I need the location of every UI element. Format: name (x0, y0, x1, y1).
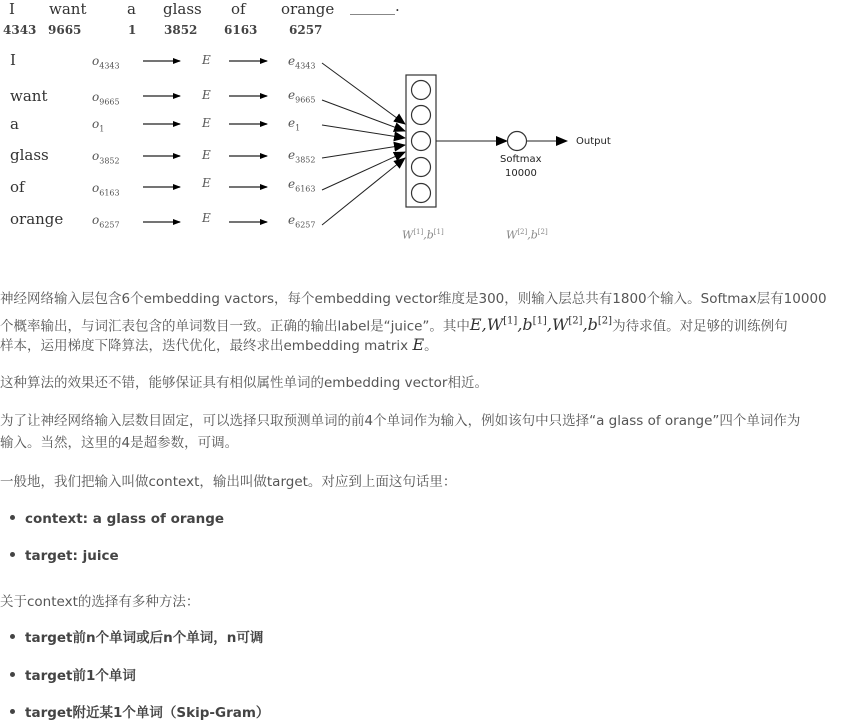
paragraph-network-description-line3: 样本，运用梯度下降算法，迭代优化，最终求出embedding matrix E。 (0, 335, 438, 354)
sentence-word: glass (163, 0, 202, 18)
onehot-vector: $o_1$ (92, 117, 105, 134)
parameters-formula: E,W[1],b[1],W[2],b[2] (469, 315, 613, 335)
sentence-word: I (9, 0, 15, 18)
onehot-vector: $o_{3852}$ (92, 149, 120, 166)
list-item-method: target附近某1个单词（Skip-Gram） (10, 702, 269, 724)
sentence-word: want (49, 0, 87, 18)
softmax-label: Softmax (500, 154, 542, 165)
bullet-icon (10, 709, 15, 714)
bullet-icon (10, 672, 15, 677)
row-word: a (10, 115, 19, 133)
row-word: I (10, 51, 16, 69)
sentence-word: a (127, 0, 136, 18)
output-label: Output (576, 136, 611, 147)
embedding-vector: $e_{6163}$ (288, 177, 316, 194)
embedding-vector: $e_{4343}$ (288, 54, 316, 71)
bullet-icon (10, 552, 15, 557)
word-index: 6257 (289, 23, 323, 37)
word-index: 1 (128, 23, 137, 37)
embedding-vector: $e_1$ (288, 116, 301, 133)
embedding-matrix-label: E (202, 211, 211, 225)
sentence-word: of (231, 0, 246, 18)
list-item-method: target前n个单词或后n个单词，n可调 (10, 627, 263, 649)
onehot-vector: $o_{6163}$ (92, 181, 120, 198)
paragraph-fixed-input-line2: 输入。当然，这里的4是超参数，可调。 (0, 435, 239, 451)
onehot-vector: $o_{4343}$ (92, 54, 120, 71)
neural-language-model-diagram (0, 0, 640, 250)
list-item-method: target前1个单词 (10, 665, 136, 687)
diagram-arrows (0, 0, 640, 250)
word-index: 9665 (48, 23, 82, 37)
embedding-vector: $e_{9665}$ (288, 88, 316, 105)
onehot-vector: $o_{9665}$ (92, 90, 120, 107)
word-index: 4343 (3, 23, 37, 37)
row-word: want (10, 87, 48, 105)
list-item-target: target: juice (10, 545, 119, 567)
list-item-context: context: a glass of orange (10, 508, 224, 530)
paragraph-effect: 这种算法的效果还不错，能够保证具有相似属性单词的embedding vector相近。 (0, 375, 488, 391)
paragraph-network-description-line2: 个概率输出，与词汇表包含的单词数目一致。正确的输出label是“juice”。其中E,W[1],b[1],W[2],b[2]为待求值。对足够的训练例句 (0, 315, 788, 335)
onehot-vector: $o_{6257}$ (92, 213, 120, 230)
embedding-vector: $e_{3852}$ (288, 148, 316, 165)
paragraph-context-methods: 关于context的选择有多种方法： (0, 594, 200, 610)
softmax-layer-params: W[2],b[2] (506, 228, 548, 242)
softmax-size: 10000 (505, 168, 537, 179)
embedding-vector: $e_{6257}$ (288, 213, 316, 230)
word-index: 3852 (164, 23, 198, 37)
bullet-icon (10, 634, 15, 639)
paragraph-context-target: 一般地，我们把输入叫做context，输出叫做target。对应到上面这句话里： (0, 474, 457, 490)
embedding-matrix-label: E (202, 88, 211, 102)
paragraph-fixed-input: 为了让神经网络输入层数目固定，可以选择只取预测单词的前4个单词作为输入，例如该句中只选择“a glass of orange”四个单词作为 (0, 413, 801, 429)
paragraph-network-description: 神经网络输入层包含6个embedding vactors，每个embedding vector维度是300，则输入层总共有1800个输入。Softmax层有10000 (0, 291, 827, 307)
row-word: of (10, 178, 25, 196)
sentence-word: orange (281, 0, 335, 18)
row-word: glass (10, 146, 49, 164)
hidden-layer-params: W[1],b[1] (402, 228, 444, 242)
row-word: orange (10, 210, 64, 228)
embedding-matrix-label: E (202, 176, 211, 190)
embedding-matrix-label: E (202, 53, 211, 67)
word-index: 6163 (224, 23, 258, 37)
embedding-matrix-label: E (202, 148, 211, 162)
sentence-blank: ______. (350, 0, 400, 15)
bullet-icon (10, 515, 15, 520)
embedding-matrix-label: E (202, 116, 211, 130)
